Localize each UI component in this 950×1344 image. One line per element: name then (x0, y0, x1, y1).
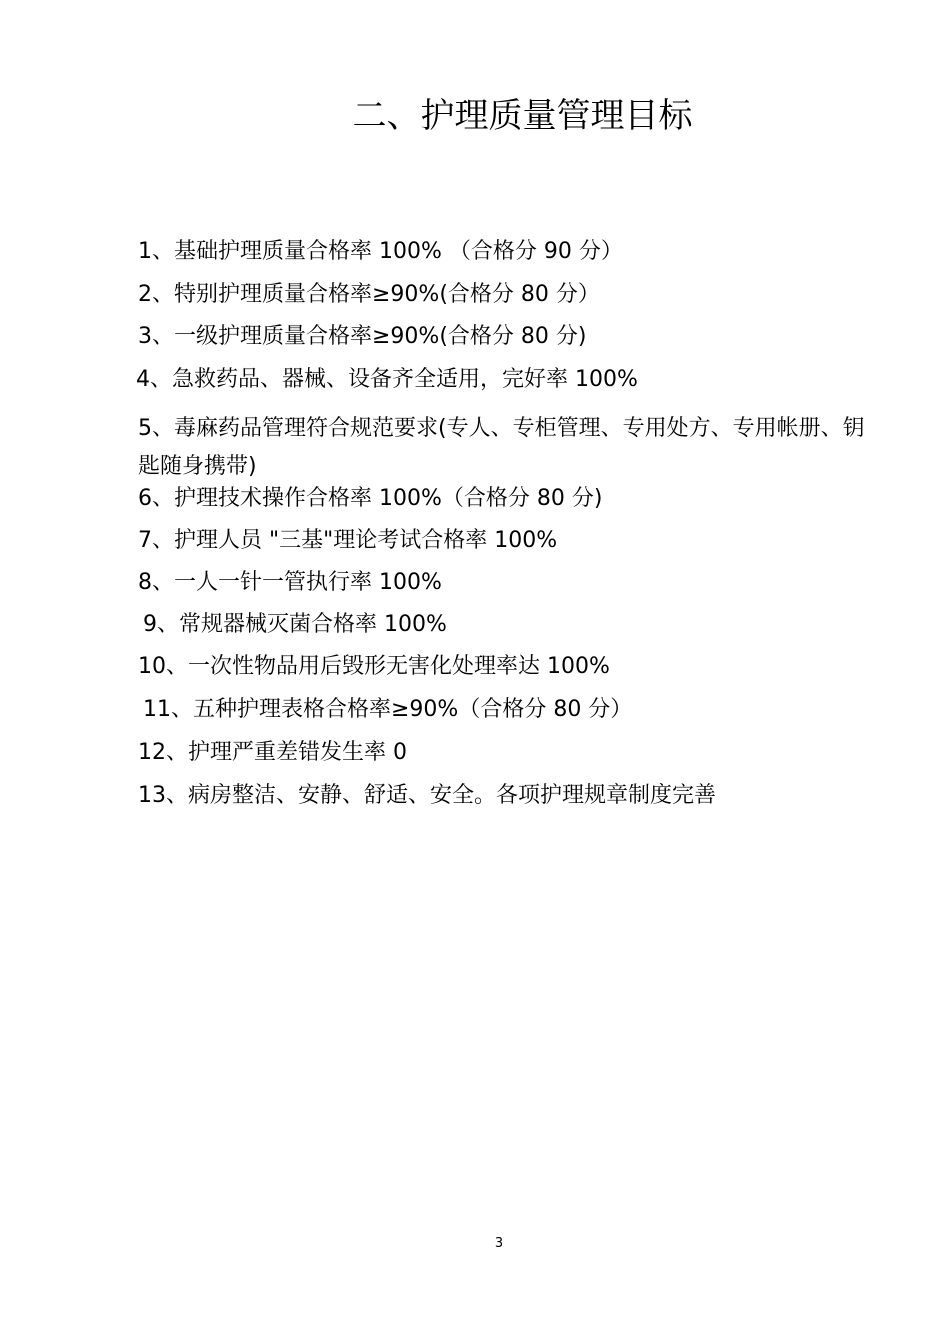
list-item: 12、护理严重差错发生率 0 (138, 740, 407, 765)
list-item: 11、五种护理表格合格率≥90%（合格分 80 分） (143, 697, 633, 722)
list-item: 4、急救药品、器械、设备齐全适用，完好率 100% (136, 367, 638, 392)
list-item: 7、护理人员 "三基"理论考试合格率 100% (138, 528, 558, 553)
list-item: 8、一人一针一管执行率 100% (138, 570, 442, 595)
list-item: 6、护理技术操作合格率 100%（合格分 80 分) (138, 486, 603, 511)
list-item: 9、常规器械灭菌合格率 100% (143, 612, 447, 637)
page-number: 3 (494, 1236, 504, 1251)
list-item: 13、病房整洁、安静、舒适、安全。各项护理规章制度完善 (138, 783, 716, 808)
list-item: 3、一级护理质量合格率≥90%(合格分 80 分) (138, 324, 587, 349)
list-item: 5、毒麻药品管理符合规范要求(专人、专柜管理、专用处方、专用帐册、钥匙随身携带) (138, 416, 865, 479)
list-item: 1、基础护理质量合格率 100% （合格分 90 分） (138, 239, 623, 264)
list-item: 2、特别护理质量合格率≥90%(合格分 80 分） (138, 282, 600, 307)
page-title: 二、护理质量管理目标 (352, 96, 693, 136)
list-item: 10、一次性物品用后毁形无害化处理率达 100% (138, 654, 610, 679)
